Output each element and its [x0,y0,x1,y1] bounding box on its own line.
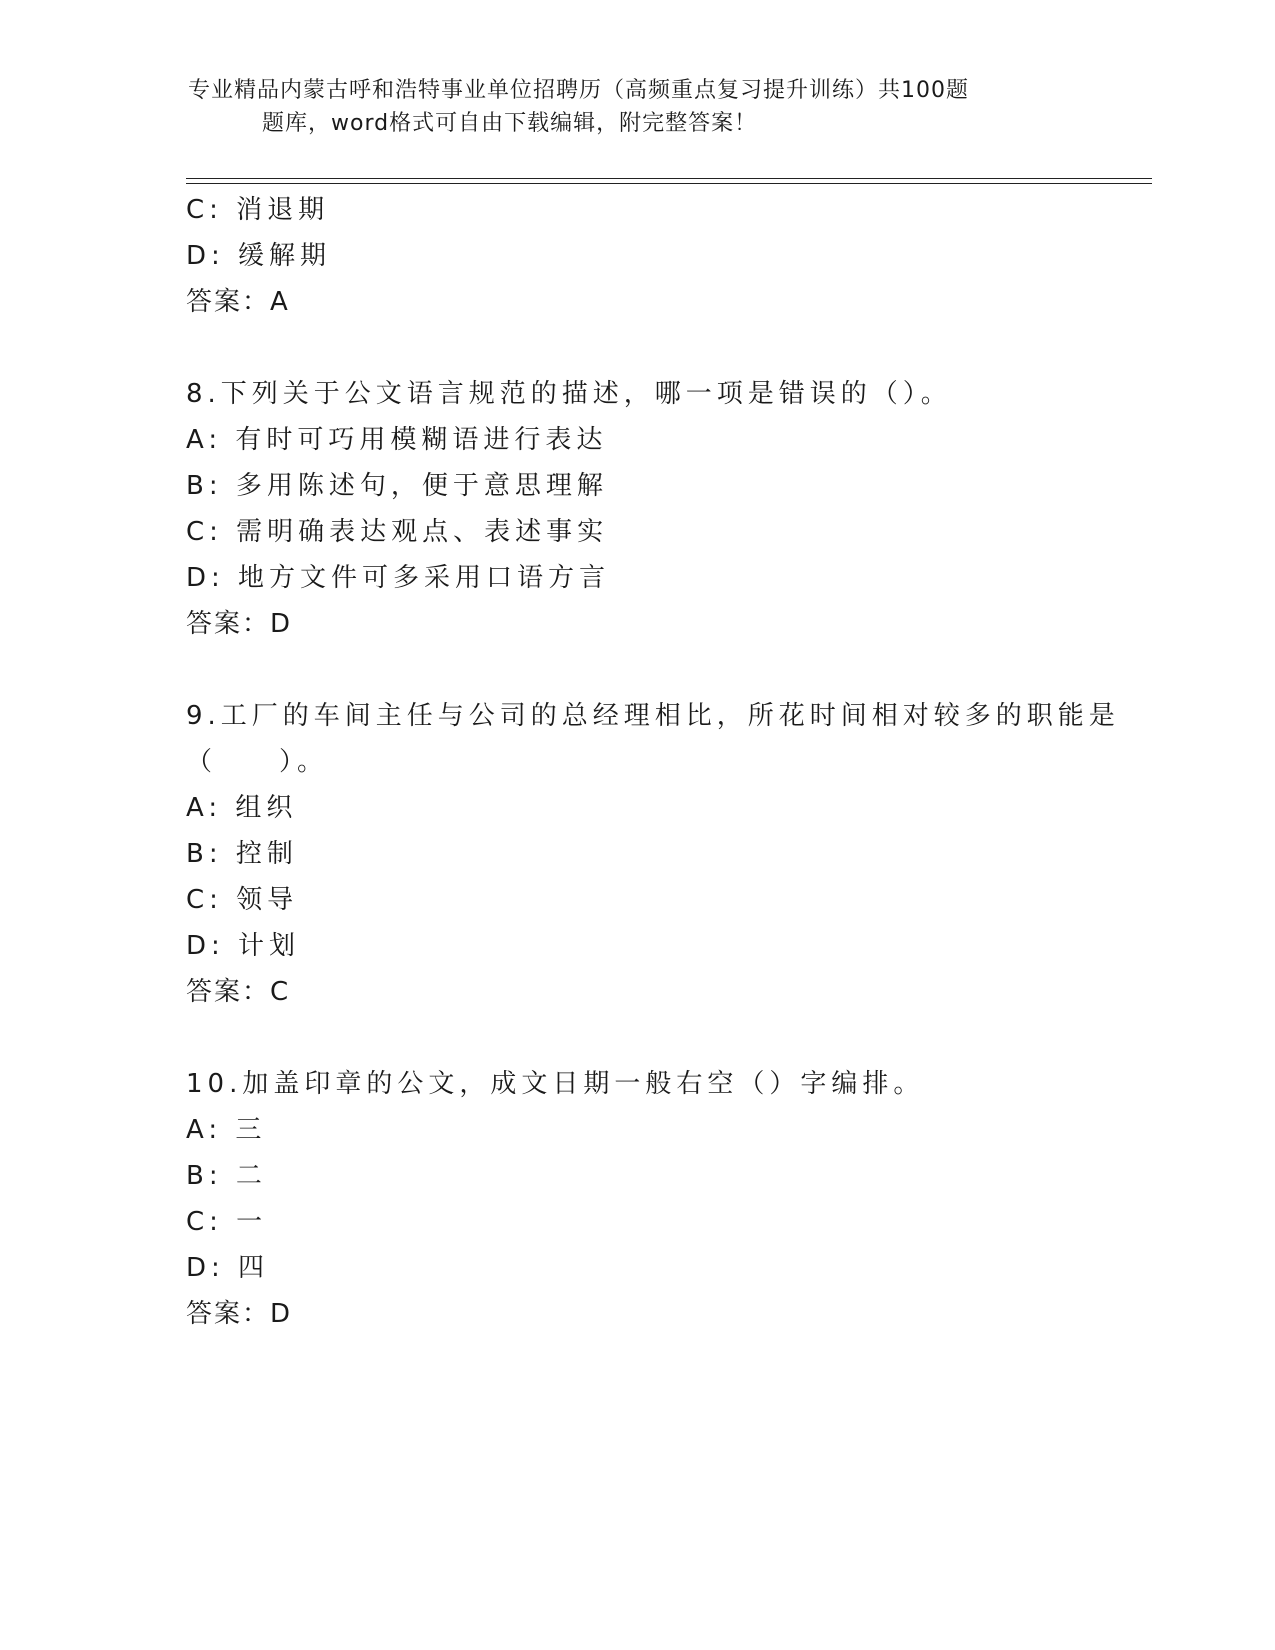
header-divider-bottom [186,183,1152,184]
question-list [186,187,1136,1337]
option-d: D: 缓解期 [186,241,332,271]
answer-line: 答案：C [186,977,291,1007]
header-title-line2: 题库，word格式可自由下载编辑，附完整答案！ [262,111,758,136]
spacer [186,647,1136,693]
question-9 [186,693,1136,1015]
option-c: C: 需明确表达观点、表述事实 [186,517,609,547]
option-d: D: 四 [186,1253,270,1283]
answer-line: 答案：A [186,287,290,317]
question-10 [186,1061,1136,1337]
option-d: D: 计划 [186,931,301,961]
option-b: B: 多用陈述句，便于意思理解 [186,471,608,501]
option-a: A: 有时可巧用模糊语进行表达 [186,425,608,455]
option-d: D: 地方文件可多采用口语方言 [186,563,611,593]
option-b: B: 二 [186,1161,267,1191]
option-a: A: 组织 [186,793,298,823]
question-8 [186,371,1136,647]
header-divider-top [186,178,1152,179]
question-stem: 9.工厂的车间主任与公司的总经理相比，所花时间相对较多的职能是 [186,701,1120,731]
question-stem: 10.加盖印章的公文，成文日期一般右空（）字编排。 [186,1069,925,1099]
document-header [188,74,1068,140]
spacer [186,1015,1136,1061]
question-7-continued [186,187,1136,325]
option-c: C: 领导 [186,885,299,915]
question-stem: 8.下列关于公文语言规范的描述，哪一项是错误的（）。 [186,379,952,409]
header-title-line1: 专业精品内蒙古呼和浩特事业单位招聘历（高频重点复习提升训练）共100题 [188,78,969,103]
option-a: A: 三 [186,1115,267,1145]
spacer [186,325,1136,371]
answer-line: 答案：D [186,609,293,639]
answer-line: 答案：D [186,1299,293,1329]
option-b: B: 控制 [186,839,298,869]
option-c: C: 消退期 [186,195,330,225]
question-stem-continued: （ ）。 [186,747,329,777]
option-c: C: 一 [186,1207,268,1237]
